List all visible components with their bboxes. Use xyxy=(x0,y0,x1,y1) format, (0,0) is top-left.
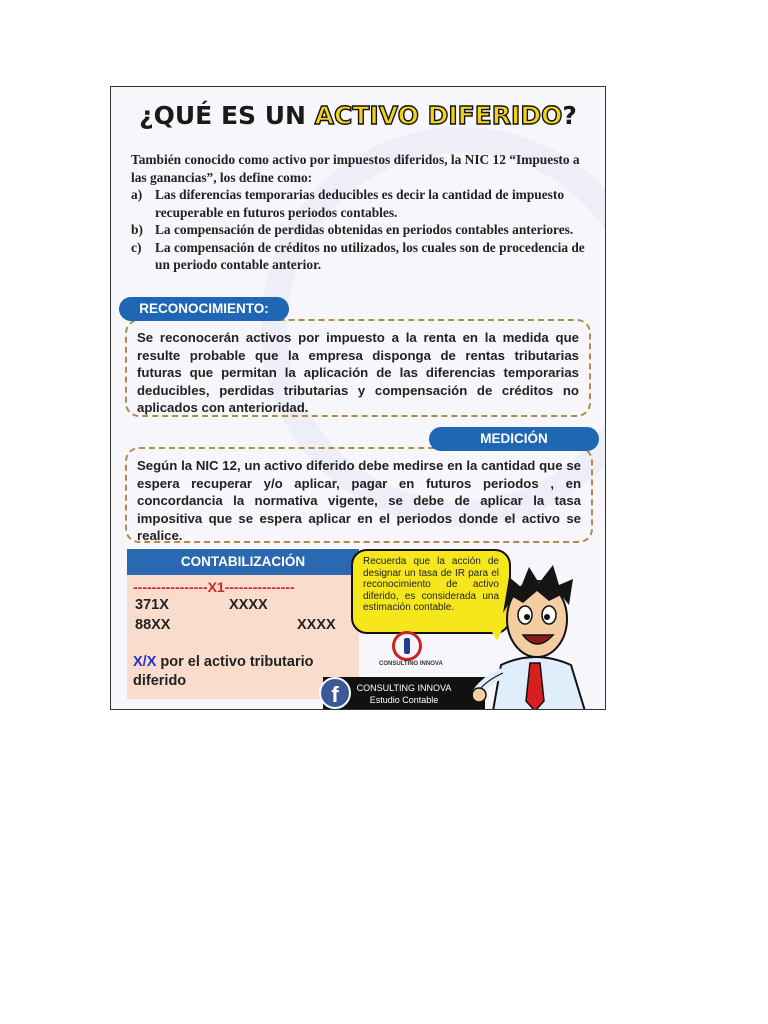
logo-text: CONSULTING INNOVA xyxy=(379,661,443,667)
title-prefix: ¿QUÉ ES UN xyxy=(139,101,315,130)
footer-company: CONSULTING INNOVA xyxy=(356,683,452,693)
list-item xyxy=(131,239,587,274)
list-item-text: Las diferencias temporarias deducibles es decir la cantidad de impuesto recuperable en futuros periodos contables. xyxy=(155,187,565,220)
cartoon-boy-icon xyxy=(473,561,599,710)
medicion-text: Según la NIC 12, un activo diferido debe medirse en la cantidad que se espera recuperar y/o aplicar, pagar en futuros periodos , en concordancia la normativa vigente, se debe de aplicar la tasa impositiva que se espera aplicar en el periodos donde el activo se realice. xyxy=(137,458,581,543)
list-marker: b) xyxy=(131,222,143,237)
entry-credit-amount: XXXX xyxy=(297,617,336,633)
medicion-label: MEDICIÓN xyxy=(429,427,599,451)
medicion-box xyxy=(125,447,593,543)
entry-debit-amount: XXXX xyxy=(229,597,268,613)
list-item xyxy=(131,186,587,221)
facebook-icon[interactable]: f xyxy=(319,677,351,709)
list-item-text: La compensación de créditos no utilizados, los cuales son de procedencia de un periodo contable anterior. xyxy=(155,239,585,272)
footer-subtitle: Estudio Contable xyxy=(369,695,439,705)
consulting-innova-logo-icon xyxy=(379,631,443,673)
period-divider: ----------------X1--------------- xyxy=(133,579,295,595)
entry-account: 88XX xyxy=(135,617,171,633)
reconocimiento-box xyxy=(125,319,591,417)
page-title xyxy=(111,101,605,130)
contabilizacion-label: CONTABILIZACIÓN xyxy=(127,549,359,575)
entry-note-text: por el activo tributario diferido xyxy=(133,654,314,689)
list-item xyxy=(131,221,587,239)
reconocimiento-text: Se reconocerán activos por impuesto a la renta en la medida que resulte probable que la empresa disponga de rentas tributarias futuras que permitan la aplicación de las diferencias temporarias deducibles, perdidas tributarias y compensación de créditos no aplicados con anterioridad. xyxy=(137,330,579,415)
infographic-poster xyxy=(110,86,606,710)
list-marker: c) xyxy=(131,239,142,255)
list-marker: a) xyxy=(131,187,143,202)
intro-section xyxy=(131,151,587,274)
speech-bubble-text: Recuerda que la acción de designar un tasa de IR para el reconocimiento de activo diferido, es considerada una estimación contable. xyxy=(363,556,499,613)
title-highlight: ACTIVO DIFERIDO xyxy=(314,101,563,130)
title-suffix: ? xyxy=(562,101,577,130)
reconocimiento-label: RECONOCIMIENTO: xyxy=(119,297,289,321)
entry-note-prefix: X/X xyxy=(133,654,157,670)
intro-text: También conocido como activo por impuestos diferidos, la NIC 12 “Impuesto a las ganancias”, los define como: xyxy=(131,152,580,185)
entry-account: 371X xyxy=(135,597,169,613)
list-item-text: La compensación de perdidas obtenidas en periodos contables anteriores. xyxy=(155,222,574,237)
